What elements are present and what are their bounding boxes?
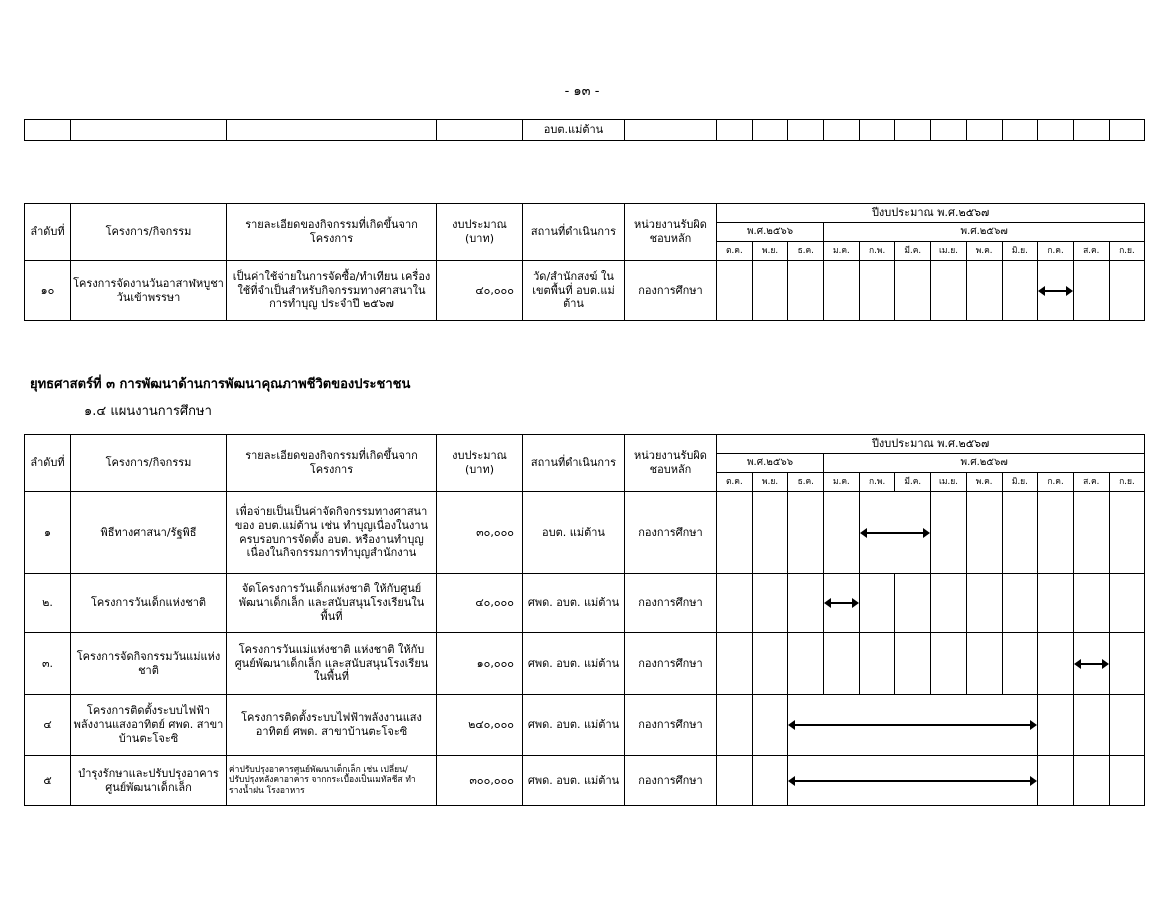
header-unit: หน่วยงานรับผิดชอบหลัก — [625, 204, 717, 261]
header-budget: งบประมาณ (บาท) — [437, 435, 523, 492]
project-place: อบต. แม่ต้าน — [523, 492, 625, 574]
month-cell — [1109, 756, 1145, 806]
timeline-cell — [1038, 261, 1074, 321]
month-cell — [1073, 261, 1109, 321]
month-cell — [752, 574, 788, 633]
project-place: วัด/สำนักสงฆ์ ในเขตพื้นที่ อบต.แม่ต้าน — [523, 261, 625, 321]
header-month: มี.ค. — [895, 473, 931, 492]
timeline-cell — [788, 695, 1038, 756]
timeline-arrow-icon — [860, 528, 930, 538]
header-no: ลำดับที่ — [25, 435, 71, 492]
table-row — [25, 633, 1145, 695]
header-detail: รายละเอียดของกิจกรรมที่เกิดขึ้นจากโครงการ — [227, 204, 437, 261]
project-name: โครงการติดตั้งระบบไฟฟ้าพลังงานแสงอาทิตย์ ศพด. สาขาบ้านตะโจะซิ — [71, 695, 227, 756]
continuation-table — [24, 119, 1145, 141]
month-cell — [752, 261, 788, 321]
header-month: ก.พ. — [859, 242, 895, 261]
budget-amount: ๒๔๐,๐๐๐ — [437, 695, 523, 756]
month-cell — [931, 633, 967, 695]
project-name: โครงการจัดกิจกรรมวันแม่แห่งชาติ — [71, 633, 227, 695]
month-cell — [752, 633, 788, 695]
month-cell — [859, 261, 895, 321]
month-cell — [717, 695, 753, 756]
budget-amount: ๔๐,๐๐๐ — [437, 261, 523, 321]
header-month: ต.ค. — [717, 242, 753, 261]
header-month: ก.ย. — [1109, 473, 1145, 492]
header-month: มิ.ย. — [1002, 473, 1038, 492]
project-name: โครงการวันเด็กแห่งชาติ — [71, 574, 227, 633]
responsible-unit: กองการศึกษา — [625, 756, 717, 806]
header-month: พ.ย. — [752, 242, 788, 261]
timeline-cell — [859, 492, 930, 574]
header-fiscal-year: ปีงบประมาณ พ.ศ.๒๕๖๗ — [717, 435, 1145, 454]
month-cell — [788, 261, 824, 321]
header-month: ม.ค. — [824, 242, 860, 261]
responsible-unit: กองการศึกษา — [625, 695, 717, 756]
month-cell — [1109, 261, 1145, 321]
month-cell — [717, 574, 753, 633]
budget-amount: ๓๐,๐๐๐ — [437, 492, 523, 574]
month-cell — [1109, 633, 1145, 695]
month-cell — [717, 261, 753, 321]
project-table-1 — [24, 203, 1145, 321]
plan-heading: ๑.๔ แผนงานการศึกษา — [84, 404, 212, 419]
month-cell — [966, 492, 1002, 574]
month-cell — [788, 633, 824, 695]
header-project: โครงการ/กิจกรรม — [71, 204, 227, 261]
header-month: พ.ค. — [966, 242, 1002, 261]
row-number: ๕ — [25, 756, 71, 806]
month-cell — [1038, 756, 1074, 806]
month-cell — [859, 633, 895, 695]
header-year-b: พ.ศ.๒๕๖๗ — [824, 454, 1145, 473]
month-cell — [1002, 261, 1038, 321]
header-year-a: พ.ศ.๒๕๖๖ — [717, 223, 824, 242]
arrow-left-icon — [860, 528, 867, 538]
project-name: โครงการจัดงานวันอาสาฬหบูชา วันเข้าพรรษา — [71, 261, 227, 321]
header-project: โครงการ/กิจกรรม — [71, 435, 227, 492]
project-detail: จัดโครงการวันเด็กแห่งชาติ ให้กับศูนย์พัฒนาเด็กเล็ก และสนับสนุนโรงเรียนในพื้นที่ — [227, 574, 437, 633]
timeline-cell — [1073, 633, 1109, 695]
month-cell — [966, 633, 1002, 695]
month-cell — [1038, 492, 1074, 574]
page-number: - ๑๓ - — [564, 84, 600, 99]
month-cell — [752, 492, 788, 574]
month-cell — [1038, 633, 1074, 695]
arrow-right-icon — [1066, 286, 1073, 296]
header-year-a: พ.ศ.๒๕๖๖ — [717, 454, 824, 473]
row-number: ๑ — [25, 492, 71, 574]
month-cell — [824, 492, 860, 574]
project-table-2 — [24, 434, 1145, 806]
arrow-left-icon — [788, 720, 795, 730]
project-place: ศพด. อบต. แม่ต้าน — [523, 695, 625, 756]
header-month: เม.ย. — [931, 473, 967, 492]
header-month: เม.ย. — [931, 242, 967, 261]
month-cell — [1109, 574, 1145, 633]
responsible-unit: กองการศึกษา — [625, 574, 717, 633]
timeline-cell — [824, 574, 860, 633]
timeline-cell — [788, 756, 1038, 806]
month-cell — [1002, 492, 1038, 574]
arrow-left-icon — [1074, 659, 1081, 669]
arrow-right-icon — [1030, 776, 1037, 786]
arrow-left-icon — [788, 776, 795, 786]
month-cell — [788, 574, 824, 633]
month-cell — [824, 261, 860, 321]
month-cell — [966, 574, 1002, 633]
month-cell — [1073, 695, 1109, 756]
row-number: ๒. — [25, 574, 71, 633]
month-cell — [931, 492, 967, 574]
header-place: สถานที่ดำเนินการ — [523, 435, 625, 492]
month-cell — [1109, 695, 1145, 756]
month-cell — [717, 756, 753, 806]
header-month: พ.ค. — [966, 473, 1002, 492]
header-month: ส.ค. — [1073, 473, 1109, 492]
month-cell — [752, 695, 788, 756]
header-fiscal-year: ปีงบประมาณ พ.ศ.๒๕๖๗ — [717, 204, 1145, 223]
project-name: พิธีทางศาสนา/รัฐพิธี — [71, 492, 227, 574]
month-cell — [966, 261, 1002, 321]
month-cell — [824, 633, 860, 695]
header-month: ธ.ค. — [788, 473, 824, 492]
project-detail: เพื่อจ่ายเป็นเป็นค่าจัดกิจกรรมทางศาสนาของ อบต.แม่ต้าน เช่น ทำบุญเนื่องในงานครบรอบการจัดตั้ง อบต. หรืองานทำบุญเนื่องในกิจกรรมการทำบุญสำนักงาน — [227, 492, 437, 574]
project-detail: โครงการติดตั้งระบบไฟฟ้าพลังงานแสงอาทิตย์ ศพด. สาขาบ้านตะโจะซิ — [227, 695, 437, 756]
arrow-right-icon — [852, 598, 859, 608]
month-cell — [1109, 492, 1145, 574]
header-month: มิ.ย. — [1002, 242, 1038, 261]
strategy-heading: ยุทธศาสตร์ที่ ๓ การพัฒนาด้านการพัฒนาคุณภาพชีวิตของประชาชน — [30, 377, 411, 392]
month-cell — [895, 261, 931, 321]
arrow-right-icon — [1102, 659, 1109, 669]
table-row — [25, 756, 1145, 806]
header-no: ลำดับที่ — [25, 204, 71, 261]
arrow-right-icon — [923, 528, 930, 538]
header-month: ก.ย. — [1109, 242, 1145, 261]
month-cell — [1002, 574, 1038, 633]
responsible-unit: กองการศึกษา — [625, 261, 717, 321]
header-place: สถานที่ดำเนินการ — [523, 204, 625, 261]
header-month: ต.ค. — [717, 473, 753, 492]
project-place: ศพด. อบต. แม่ต้าน — [523, 633, 625, 695]
header-month: ก.ค. — [1038, 473, 1074, 492]
continuation-place: อบต.แม่ต้าน — [523, 120, 625, 141]
timeline-arrow-icon — [1074, 659, 1109, 669]
responsible-unit: กองการศึกษา — [625, 633, 717, 695]
month-cell — [1073, 492, 1109, 574]
table-row — [25, 574, 1145, 633]
header-month: พ.ย. — [752, 473, 788, 492]
project-detail: โครงการวันแม่แห่งชาติ แห่งชาติ ให้กับศูนย์พัฒนาเด็กเล็ก และสนับสนุนโรงเรียนในพื้นที่ — [227, 633, 437, 695]
budget-amount: ๔๐,๐๐๐ — [437, 574, 523, 633]
timeline-arrow-icon — [824, 598, 859, 608]
row-number: ๑๐ — [25, 261, 71, 321]
header-month: ธ.ค. — [788, 242, 824, 261]
month-cell — [717, 492, 753, 574]
project-detail: เป็นค่าใช้จ่ายในการจัดซื้อ/ทำเทียน เครื่องใช้ที่จำเป็นสำหรับกิจกรรมทางศาสนาในการทำบุญ ประจำปี ๒๕๖๗ — [227, 261, 437, 321]
month-cell — [717, 633, 753, 695]
project-place: ศพด. อบต. แม่ต้าน — [523, 756, 625, 806]
month-cell — [1073, 756, 1109, 806]
month-cell — [895, 574, 931, 633]
header-year-b: พ.ศ.๒๕๖๗ — [824, 223, 1145, 242]
timeline-arrow-icon — [788, 720, 1037, 730]
table-row — [25, 695, 1145, 756]
header-budget: งบประมาณ (บาท) — [437, 204, 523, 261]
month-cell — [895, 633, 931, 695]
responsible-unit: กองการศึกษา — [625, 492, 717, 574]
row-number: ๓. — [25, 633, 71, 695]
month-cell — [1073, 574, 1109, 633]
project-place: ศพด. อบต. แม่ต้าน — [523, 574, 625, 633]
month-cell — [788, 492, 824, 574]
month-cell — [1002, 633, 1038, 695]
month-cell — [931, 574, 967, 633]
header-month: ก.ค. — [1038, 242, 1074, 261]
header-detail: รายละเอียดของกิจกรรมที่เกิดขึ้นจากโครงการ — [227, 435, 437, 492]
budget-amount: ๑๐,๐๐๐ — [437, 633, 523, 695]
month-cell — [1038, 695, 1074, 756]
timeline-arrow-icon — [788, 776, 1037, 786]
budget-amount: ๓๐๐,๐๐๐ — [437, 756, 523, 806]
arrow-left-icon — [824, 598, 831, 608]
month-cell — [1038, 574, 1074, 633]
row-number: ๔ — [25, 695, 71, 756]
header-month: ก.พ. — [859, 473, 895, 492]
month-cell — [931, 261, 967, 321]
table-row — [25, 492, 1145, 574]
timeline-arrow-icon — [1038, 286, 1073, 296]
month-cell — [859, 574, 895, 633]
header-unit: หน่วยงานรับผิดชอบหลัก — [625, 435, 717, 492]
arrow-left-icon — [1038, 286, 1045, 296]
arrow-right-icon — [1030, 720, 1037, 730]
month-cell — [752, 756, 788, 806]
table-row — [25, 261, 1145, 321]
header-month: ส.ค. — [1073, 242, 1109, 261]
continuation-row — [25, 120, 1145, 141]
header-month: มี.ค. — [895, 242, 931, 261]
project-name: บำรุงรักษาและปรับปรุงอาคารศูนย์พัฒนาเด็กเล็ก — [71, 756, 227, 806]
header-month: ม.ค. — [824, 473, 860, 492]
project-detail: ค่าปรับปรุงอาคารศูนย์พัฒนาเด็กเล็ก เช่น เปลี่ยน/ปรับปรุงหลังคาอาคาร จากกระเบื้องเป็นเมทัลชีส ทำรางน้ำฝน โรงอาหาร — [227, 756, 437, 806]
